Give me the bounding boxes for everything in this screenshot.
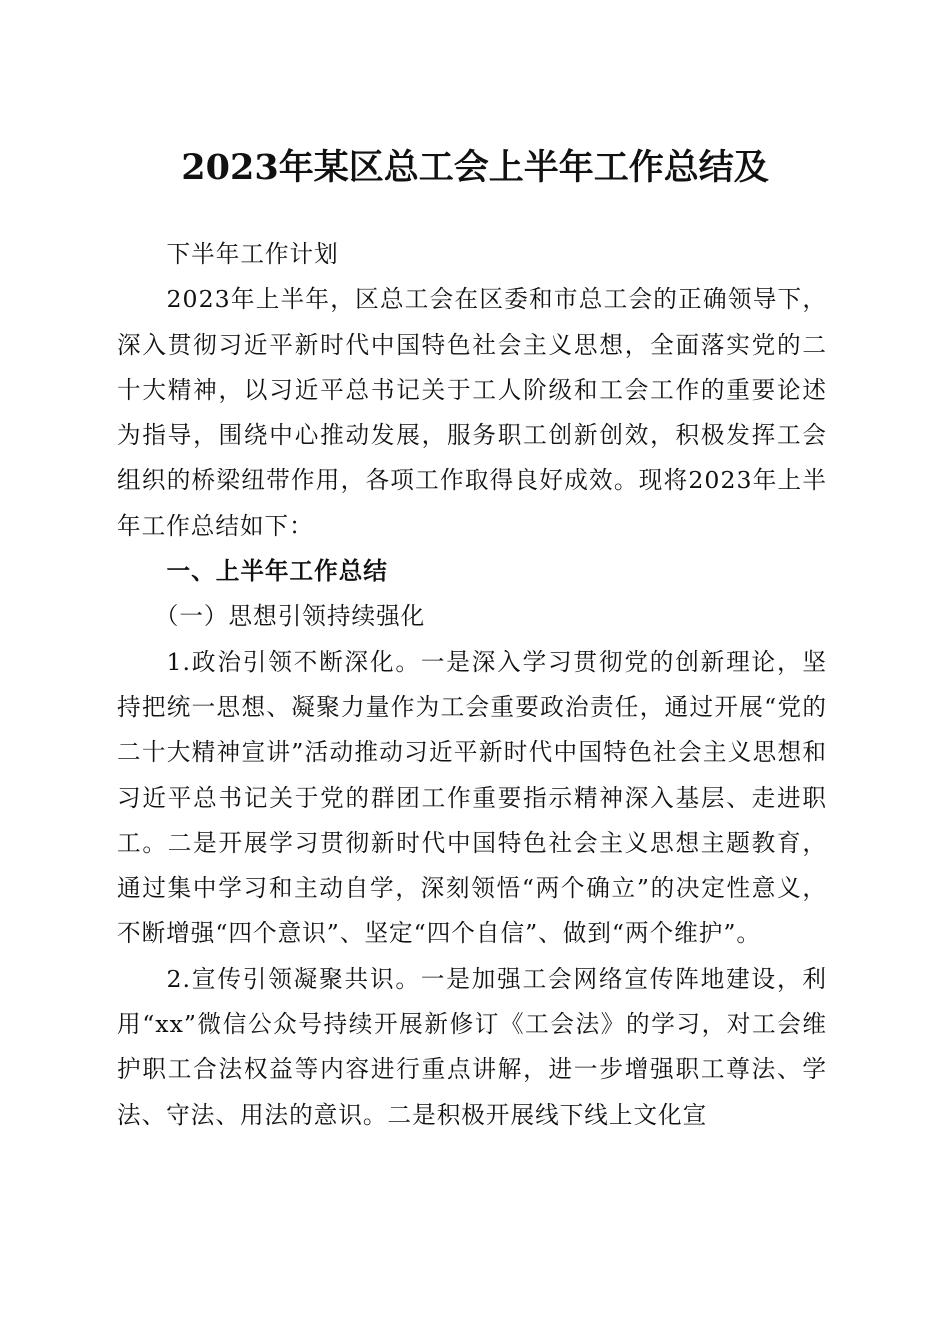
intro-paragraph: 2023年上半年，区总工会在区委和市总工会的正确领导下，深入贯彻习近平新时代中国特色社会主义思想，全面落实党的二十大精神，以习近平总书记关于工人阶级和工会工作的重要论述为指导，围绕中心推动发展，服务职工创新创效，积极发挥工会组织的桥梁纽带作用，各项工作取得良好成效。现将2023年上半年工作总结如下：	[117, 285, 827, 540]
subtitle-line: 下半年工作计划	[166, 240, 339, 268]
document-title: 2023年某区总工会上半年工作总结及	[181, 147, 769, 188]
section-heading: 一、上半年工作总结	[166, 557, 388, 586]
subsection-heading: （一）思想引领持续强化	[154, 602, 426, 631]
document-body	[117, 232, 827, 1138]
paragraph-publicity-guidance: 2.宣传引领凝聚共识。一是加强工会网络宣传阵地建设，利用“xx”微信公众号持续开展新修订《工会法》的学习，对工会维护职工合法权益等内容进行重点讲解，进一步增强职工尊法、学法、守法、用法的意识。二是积极开展线下线上文化宣	[117, 964, 827, 1129]
paragraph-political-guidance: 1.政治引领不断深化。一是深入学习贯彻党的创新理论，坚持把统一思想、凝聚力量作为工会重要政治责任，通过开展“党的二十大精神宣讲”活动推动习近平新时代中国特色社会主义思想和习近平总书记关于党的群团工作重要指示精神深入基层、走进职工。二是开展学习贯彻新时代中国特色社会主义思想主题教育，通过集中学习和主动自学，深刻领悟“两个确立”的决定性意义，不断增强“四个意识”、坚定“四个自信”、做到“两个维护”。	[117, 647, 827, 948]
